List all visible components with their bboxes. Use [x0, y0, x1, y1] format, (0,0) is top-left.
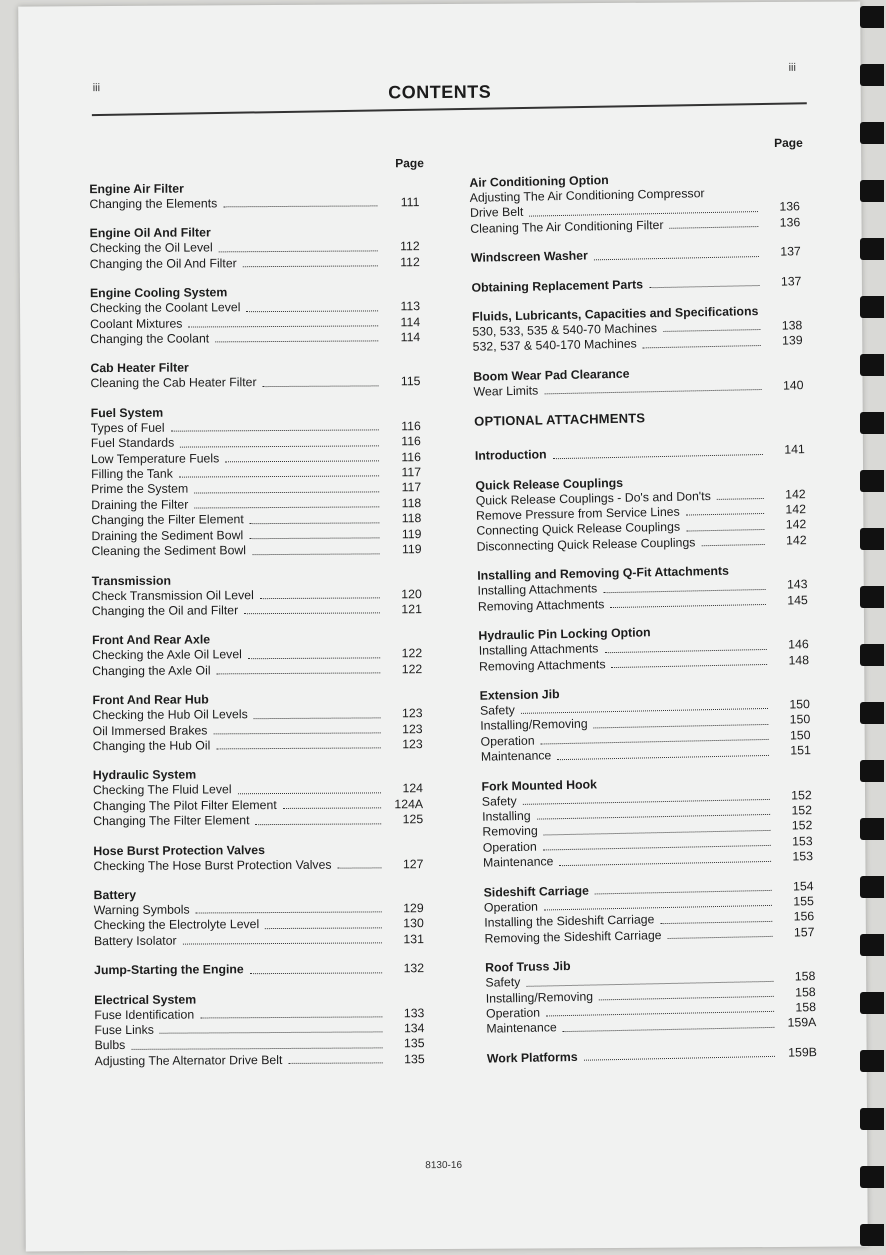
leader-dots	[244, 613, 380, 615]
binding-ring	[860, 238, 884, 260]
entry-page-number: 131	[403, 931, 424, 947]
entry-label: 530, 533, 535 & 540-70 Machines	[472, 321, 658, 339]
entry-page-number: 116	[401, 418, 421, 434]
leader-dots	[160, 1032, 383, 1034]
entry-page-number: 136	[779, 215, 801, 230]
binding-ring	[860, 470, 884, 492]
entry-label: Changing The Filter Element	[93, 813, 250, 829]
leader-dots	[196, 912, 382, 914]
leader-dots	[219, 250, 378, 252]
entry-label: Operation	[483, 899, 539, 915]
binding-ring	[860, 992, 884, 1014]
entry-label: Safety	[481, 793, 517, 809]
entry-label: Introduction	[474, 447, 547, 464]
entry-label: Changing the Coolant	[90, 331, 210, 347]
entry-page-number: 153	[791, 833, 813, 849]
leader-dots	[663, 329, 760, 332]
binding-ring	[860, 122, 884, 144]
leader-dots	[649, 285, 759, 288]
entry-label: Fuse Identification	[94, 1007, 195, 1022]
entry-label: Checking the Axle Oil Level	[92, 647, 242, 663]
entry-label: Fuel Standards	[90, 435, 175, 451]
binding-ring	[860, 760, 884, 782]
entry-page-number: 119	[401, 542, 422, 557]
entry-label: Cleaning The Air Conditioning Filter	[470, 217, 664, 236]
contents-entry	[471, 274, 801, 296]
entry-page-number: 129	[403, 901, 424, 916]
entry-page-number: 143	[786, 577, 808, 592]
entry-page-number: 113	[400, 299, 421, 314]
section-title: Front And Rear Axle	[92, 632, 211, 648]
contents-entry	[93, 857, 423, 874]
contents-entry	[93, 737, 423, 754]
leader-dots	[288, 1063, 382, 1065]
binding-ring	[860, 1050, 884, 1072]
entry-page-number: 134	[403, 1021, 425, 1036]
entry-label: Bulbs	[94, 1038, 126, 1053]
leader-dots	[670, 226, 759, 229]
leader-dots	[217, 673, 381, 675]
entry-page-number: 159A	[787, 1015, 817, 1031]
contents-entry	[94, 932, 424, 949]
entry-page-number: 142	[785, 486, 806, 502]
entry-page-number: 157	[793, 924, 815, 940]
section-title: Hydraulic Pin Locking Option	[478, 625, 651, 643]
contents-section	[473, 363, 804, 400]
leader-dots	[216, 748, 380, 750]
binding-ring	[860, 6, 884, 28]
contents-section	[90, 360, 420, 392]
contents-section	[477, 562, 808, 614]
entry-label: Safety	[479, 702, 515, 718]
leader-dots	[557, 754, 769, 759]
entry-label: Windscreen Washer	[470, 248, 588, 266]
entry-page-number: 151	[790, 743, 811, 758]
entry-label: Changing the Elements	[89, 196, 218, 212]
entry-page-number: 158	[795, 1000, 817, 1015]
contents-entry	[93, 812, 423, 829]
leader-dots	[250, 522, 380, 524]
section-title: Engine Cooling System	[89, 285, 228, 301]
entry-label: Removing	[482, 823, 538, 840]
leader-dots	[660, 921, 772, 924]
spiral-binding	[856, 0, 886, 1255]
entry-label: Installing/Removing	[485, 989, 594, 1006]
entry-page-number: 137	[780, 244, 801, 259]
page-title: CONTENTS	[388, 81, 492, 103]
contents-section	[92, 572, 422, 620]
contents-section	[471, 274, 801, 296]
entry-page-number: 116	[401, 449, 422, 464]
leader-dots	[701, 544, 764, 546]
contents-entry	[92, 602, 422, 619]
entry-label: Fuse Links	[94, 1022, 154, 1038]
contents-section	[92, 631, 422, 679]
leader-dots	[612, 664, 768, 668]
leader-dots	[246, 310, 378, 312]
entry-label: Cleaning the Sediment Bowl	[91, 543, 247, 559]
entry-page-number: 122	[401, 646, 423, 661]
entry-label: Changing the Filter Element	[91, 512, 244, 528]
binding-ring	[860, 1166, 884, 1188]
contents-section	[475, 442, 805, 464]
leader-dots	[604, 648, 766, 652]
entry-label: Installing/Removing	[480, 716, 588, 734]
entry-page-number: 135	[404, 1051, 425, 1067]
entry-label: Battery Isolator	[93, 933, 177, 948]
entry-label: Adjusting The Air Conditioning Compressor	[469, 186, 705, 205]
entry-label: Coolant Mixtures	[90, 316, 183, 331]
leader-dots	[183, 943, 382, 945]
entry-label: Obtaining Replacement Parts	[471, 276, 644, 295]
entry-label: Adjusting The Alternator Drive Belt	[94, 1052, 283, 1068]
entry-page-number: 141	[784, 442, 805, 457]
entry-label: Draining the Sediment Bowl	[91, 527, 244, 543]
entry-page-number: 121	[401, 602, 422, 617]
contents-entry	[475, 442, 805, 464]
entry-page-number: 148	[788, 652, 810, 668]
document-code: 8130-16	[425, 1159, 463, 1172]
entry-page-number: 136	[779, 199, 801, 215]
section-title: Hose Burst Protection Valves	[93, 842, 265, 858]
entry-label: Check Transmission Oil Level	[91, 587, 254, 603]
binding-ring	[860, 354, 884, 376]
leader-dots	[265, 927, 382, 929]
entry-page-number: 158	[795, 984, 816, 1000]
entry-page-number: 117	[401, 480, 422, 495]
entry-page-number: 133	[403, 1005, 425, 1020]
leader-dots	[200, 1016, 382, 1018]
entry-page-number: 119	[401, 526, 422, 541]
entry-page-number: 150	[789, 727, 811, 743]
section-title: Transmission	[91, 573, 172, 588]
leader-dots	[643, 345, 761, 348]
entry-page-number: 137	[780, 273, 802, 289]
binding-ring	[860, 644, 884, 666]
entry-page-number: 122	[401, 661, 423, 676]
leader-dots	[171, 430, 379, 432]
entry-page-number: 139	[781, 333, 803, 349]
entry-label: Connecting Quick Release Couplings	[476, 520, 681, 539]
leader-dots	[686, 513, 764, 516]
entry-label: Changing the Axle Oil	[92, 663, 211, 678]
entry-label: Maintenance	[480, 748, 552, 764]
leader-dots	[668, 936, 773, 939]
entry-label: Installing Attachments	[478, 641, 599, 658]
contents-section	[94, 961, 424, 978]
leader-dots	[180, 445, 379, 447]
contents-entry	[89, 195, 419, 212]
section-title: Front And Rear Hub	[92, 692, 209, 708]
entry-page-number: 123	[402, 737, 423, 752]
leader-dots	[248, 657, 380, 659]
entry-page-number: 111	[400, 195, 420, 210]
contents-section	[485, 954, 816, 1037]
entry-page-number: 117	[401, 465, 422, 480]
entry-label: Remove Pressure from Service Lines	[475, 504, 680, 523]
entry-page-number: 120	[401, 586, 422, 601]
entry-page-number: 142	[785, 517, 807, 533]
contents-section	[90, 225, 420, 273]
page-column-heading-right: Page	[774, 135, 803, 150]
entry-label: Removing the Sideshift Carriage	[484, 927, 662, 946]
entry-page-number: 132	[403, 961, 425, 976]
contents-entry	[471, 244, 801, 266]
entry-label: Quick Release Couplings - Do's and Don'ts	[475, 488, 711, 508]
entry-page-number: 146	[788, 637, 809, 652]
leader-dots	[131, 1047, 382, 1050]
document-page	[18, 1, 868, 1251]
entry-label: Operation	[480, 733, 535, 749]
contents-section	[478, 622, 809, 674]
binding-ring	[860, 296, 884, 318]
entry-page-number: 140	[782, 378, 804, 393]
entry-page-number: 142	[785, 533, 807, 548]
section-title: Air Conditioning Option	[469, 173, 609, 190]
contents-entry	[90, 255, 420, 272]
leader-dots	[254, 717, 381, 719]
leader-dots	[603, 589, 765, 593]
section-title: Cab Heater Filter	[90, 360, 189, 376]
entry-label: Checking The Fluid Level	[92, 782, 232, 798]
section-title: OPTIONAL ATTACHMENTS	[474, 410, 646, 430]
leader-dots	[595, 890, 772, 895]
entry-page-number: 118	[401, 496, 422, 511]
entry-page-number: 152	[791, 818, 813, 833]
entry-page-number: 154	[792, 878, 814, 894]
entry-label: Sideshift Carriage	[483, 883, 589, 900]
binding-ring	[860, 412, 884, 434]
entry-page-number: 123	[401, 706, 423, 721]
entry-label: Removing Attachments	[478, 656, 606, 674]
entry-page-number: 116	[401, 434, 421, 449]
entry-label: Changing the Hub Oil	[92, 738, 211, 754]
entry-page-number: 152	[791, 803, 813, 818]
contents-section	[93, 766, 423, 829]
contents-section	[472, 303, 803, 355]
entry-page-number: 156	[793, 909, 815, 924]
leader-dots	[223, 206, 377, 208]
contents-section	[471, 244, 801, 266]
leader-dots	[194, 491, 379, 493]
contents-entry	[90, 330, 420, 347]
entry-label: Warning Symbols	[93, 902, 190, 918]
contents-section	[91, 404, 422, 560]
leader-dots	[250, 972, 382, 974]
contents-section	[474, 407, 804, 435]
entry-label: Work Platforms	[486, 1049, 578, 1066]
entry-label: Installing	[481, 808, 531, 824]
contents-section	[89, 180, 419, 212]
entry-page-number: 138	[781, 318, 803, 333]
entry-label: Checking the Electrolyte Level	[93, 917, 260, 933]
entry-label: Checking the Hub Oil Levels	[92, 707, 248, 723]
entry-page-number: 123	[402, 721, 423, 736]
section-title: Extension Jib	[479, 687, 560, 703]
leader-dots	[194, 507, 379, 509]
contents-section	[487, 1045, 817, 1067]
entry-page-number: 150	[789, 712, 811, 727]
leader-dots	[213, 732, 380, 734]
entry-label: Operation	[482, 839, 537, 855]
contents-section	[469, 169, 800, 237]
section-title: Fuel System	[90, 405, 164, 420]
section-title: Battery	[93, 887, 137, 903]
leader-dots	[243, 266, 378, 268]
contents-entry	[92, 662, 422, 679]
leader-dots	[249, 537, 379, 539]
contents-entry	[487, 1045, 817, 1067]
entry-page-number: 115	[400, 374, 421, 389]
entry-label: Maintenance	[482, 854, 554, 870]
entry-page-number: 150	[789, 697, 811, 712]
page-number-left: iii	[92, 82, 101, 95]
leader-dots	[225, 460, 379, 462]
entry-label: Cleaning the Cab Heater Filter	[90, 375, 257, 391]
leader-dots	[686, 529, 764, 532]
entry-label: Wear Limits	[473, 383, 539, 399]
binding-ring	[860, 934, 884, 956]
contents-right-column	[469, 169, 817, 1081]
leader-dots	[252, 553, 380, 555]
leader-dots	[563, 1027, 775, 1032]
section-title: Installing and Removing Q-Fit Attachments	[477, 563, 730, 584]
leader-dots	[238, 792, 381, 794]
entry-page-number: 125	[402, 812, 424, 827]
entry-page-number: 114	[400, 314, 421, 329]
leader-dots	[610, 604, 766, 608]
contents-entry	[90, 375, 420, 392]
entry-page-number: 135	[403, 1036, 425, 1051]
leader-dots	[215, 341, 378, 343]
entry-page-number: 118	[401, 511, 422, 526]
entry-label: Low Temperature Fuels	[90, 451, 220, 466]
leader-dots	[594, 724, 769, 729]
section-title: Fork Mounted Hook	[481, 776, 598, 794]
entry-label: Prime the System	[91, 482, 189, 497]
entry-page-number: 159B	[788, 1044, 818, 1060]
leader-dots	[553, 454, 763, 459]
entry-label: Changing the Oil And Filter	[89, 256, 237, 271]
entry-label: Checking the Coolant Level	[90, 300, 241, 316]
contents-entry	[94, 961, 424, 978]
entry-label: Installing the Sideshift Carriage	[484, 912, 655, 931]
contents-section	[94, 886, 424, 949]
entry-page-number: 145	[787, 592, 808, 608]
entry-page-number: 152	[791, 787, 812, 803]
entry-page-number: 142	[785, 502, 807, 517]
contents-section	[94, 991, 424, 1070]
entry-page-number: 153	[792, 849, 814, 864]
binding-ring	[860, 702, 884, 724]
contents-entry	[95, 1052, 425, 1069]
section-title: Quick Release Couplings	[475, 475, 624, 493]
leader-dots	[717, 498, 764, 500]
entry-label: Installing Attachments	[477, 581, 598, 599]
binding-ring	[860, 180, 884, 202]
section-title: Fluids, Lubricants, Capacities and Specifications	[471, 304, 759, 324]
contents-left-column	[89, 180, 424, 1083]
leader-dots	[560, 860, 772, 865]
page-column-heading-left: Page	[395, 156, 424, 171]
leader-dots	[256, 823, 382, 825]
binding-ring	[860, 586, 884, 608]
entry-page-number: 124A	[394, 796, 424, 812]
entry-page-number: 158	[794, 969, 816, 984]
section-title: Hydraulic System	[92, 767, 197, 783]
binding-ring	[860, 1108, 884, 1130]
entry-page-number: 114	[400, 330, 421, 345]
entry-label: Maintenance	[486, 1020, 557, 1037]
entry-label: Checking The Hose Burst Protection Valves	[93, 857, 332, 873]
contents-entry	[91, 542, 421, 559]
entry-label: Jump-Starting the Engine	[94, 962, 244, 978]
entry-label: Changing The Pilot Filter Element	[93, 797, 277, 813]
entry-page-number: 155	[793, 894, 815, 909]
contents-section	[475, 472, 806, 555]
leader-dots	[283, 808, 381, 810]
leader-dots	[584, 1056, 775, 1061]
entry-label: Oil Immersed Brakes	[92, 722, 208, 738]
section-title: Boom Wear Pad Clearance	[473, 366, 630, 384]
contents-section	[483, 879, 814, 947]
leader-dots	[599, 996, 774, 1001]
section-title: Roof Truss Jib	[485, 959, 571, 975]
leader-dots	[179, 476, 379, 478]
entry-label: Types of Fuel	[90, 420, 165, 435]
entry-page-number: 112	[400, 254, 420, 270]
leader-dots	[594, 256, 759, 260]
contents-section	[92, 691, 422, 754]
leader-dots	[338, 867, 382, 868]
binding-ring	[860, 528, 884, 550]
contents-section	[93, 842, 423, 874]
leader-dots	[544, 389, 761, 394]
entry-label: Draining the Filter	[91, 497, 189, 513]
leader-dots	[188, 325, 378, 327]
entry-label: Changing the Oil and Filter	[91, 603, 239, 619]
section-title: Electrical System	[94, 992, 197, 1007]
leader-dots	[263, 385, 379, 387]
section-title: Engine Oil And Filter	[89, 225, 211, 241]
entry-page-number: 127	[402, 856, 424, 871]
entry-page-number: 124	[402, 781, 424, 796]
entry-page-number: 130	[403, 916, 424, 931]
contents-section	[90, 284, 420, 347]
contents-section	[481, 773, 813, 872]
contents-section	[480, 682, 811, 765]
binding-ring	[860, 1224, 884, 1246]
entry-label: Checking the Oil Level	[89, 240, 213, 256]
section-title: Engine Air Filter	[89, 181, 184, 197]
entry-label: Disconnecting Quick Release Couplings	[476, 535, 696, 554]
entry-label: 532, 537 & 540-170 Machines	[472, 336, 637, 355]
entry-label: Operation	[485, 1005, 541, 1021]
binding-ring	[860, 876, 884, 898]
entry-label: Safety	[485, 975, 521, 990]
binding-ring	[860, 64, 884, 86]
binding-ring	[860, 818, 884, 840]
entry-page-number: 112	[400, 239, 420, 254]
leader-dots	[260, 597, 380, 599]
entry-label: Filling the Tank	[91, 466, 173, 482]
entry-label: Drive Belt	[469, 205, 524, 221]
page-number-right: iii	[788, 61, 796, 74]
entry-label: Removing Attachments	[477, 596, 605, 614]
